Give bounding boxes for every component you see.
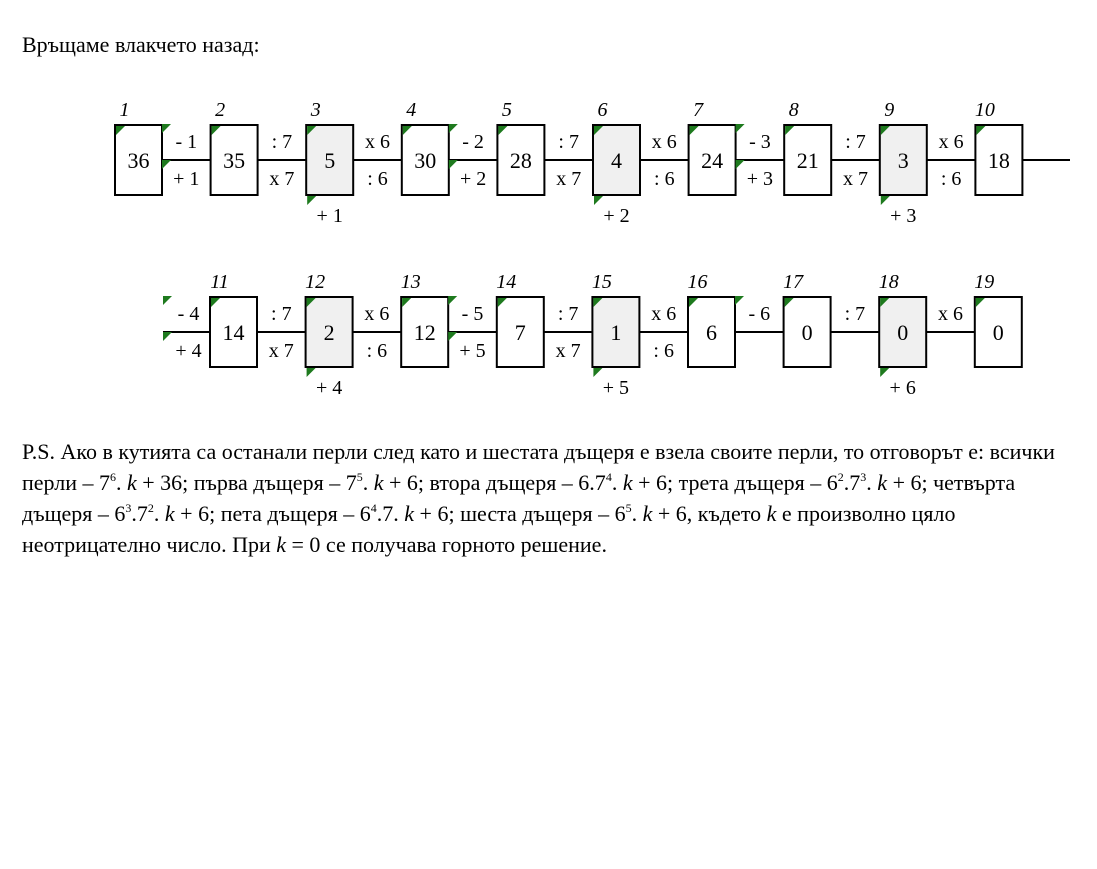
ps-text: = 0 се получава горното решение. — [286, 532, 607, 557]
operation-label: x 6 — [651, 131, 677, 153]
corner-marker — [307, 196, 316, 205]
operation-label: x 7 — [556, 168, 582, 190]
operation-label: + 4 — [175, 340, 202, 362]
wagon-value: 4 — [611, 148, 622, 173]
operation-label: x 6 — [938, 131, 964, 153]
wagon-value: 6 — [706, 320, 717, 345]
wagon-index: 10 — [974, 99, 995, 121]
wagon-value: 1 — [610, 320, 622, 345]
ps-variable-k: k — [642, 501, 653, 526]
wagon-value: 3 — [897, 148, 909, 173]
operation-label: : 6 — [367, 168, 388, 190]
wagon-index: 8 — [788, 99, 799, 121]
corner-marker — [593, 368, 602, 377]
wagon-index: 17 — [783, 271, 804, 293]
operation-label: x 6 — [651, 303, 677, 325]
return-label: + 5 — [602, 377, 630, 399]
operation-label: - 6 — [748, 303, 771, 325]
wagon-index: 14 — [496, 271, 517, 293]
operation-label: x 7 — [555, 340, 581, 362]
operation-label: x 6 — [364, 303, 390, 325]
wagon-value: 0 — [992, 320, 1004, 345]
ps-text: + 6; четвърта дъщеря – 6 — [22, 470, 1016, 526]
ps-variable-k: k — [766, 501, 777, 526]
ps-text: .7 — [131, 501, 148, 526]
ps-text: + 6; трета дъщеря – 6 — [632, 470, 838, 495]
wagon-value: 30 — [414, 148, 437, 173]
ps-paragraph — [22, 436, 1084, 560]
operation-label: - 4 — [177, 303, 200, 325]
operation-label: x 7 — [268, 340, 294, 362]
operation-label: : 7 — [271, 131, 293, 153]
ps-variable-k: k — [276, 532, 287, 557]
ps-text: . — [866, 470, 878, 495]
return-label: + 1 — [316, 205, 343, 227]
ps-variable-k: k — [404, 501, 415, 526]
corner-marker — [880, 368, 889, 377]
ps-text: е произволно цяло неотрицателно число. При — [22, 501, 956, 557]
ps-exponent: 2 — [837, 470, 844, 484]
wagon-index: 5 — [501, 99, 512, 121]
corner-marker — [163, 332, 172, 341]
wagon-value: 18 — [987, 148, 1010, 173]
operation-label: : 7 — [557, 303, 579, 325]
operation-label: - 5 — [461, 303, 484, 325]
operation-label: x 7 — [269, 168, 295, 190]
wagon-index: 3 — [310, 99, 321, 121]
heading: Връщаме влакчето назад: — [22, 32, 260, 57]
wagon-index: 13 — [400, 271, 421, 293]
wagon-value: 35 — [223, 148, 246, 173]
wagon-value: 28 — [509, 148, 532, 173]
corner-marker — [163, 296, 172, 305]
return-label: + 4 — [315, 377, 343, 399]
corner-marker — [735, 296, 744, 305]
ps-variable-k: k — [127, 470, 137, 495]
ps-text: .7. — [376, 501, 405, 526]
ps-exponent: 4 — [370, 501, 377, 515]
ps-text: . — [362, 470, 374, 495]
operation-label: x 6 — [365, 131, 390, 153]
ps-exponent: 4 — [605, 470, 612, 484]
operation-label: : 6 — [654, 168, 675, 190]
wagon-value: 2 — [323, 320, 335, 345]
operation-label: x 7 — [843, 168, 868, 190]
ps-exponent: 6 — [110, 470, 116, 484]
wagon-value: 21 — [796, 148, 819, 173]
wagon-value: 0 — [897, 320, 909, 345]
operation-label: - 3 — [749, 131, 771, 153]
operation-label: : 7 — [845, 131, 866, 153]
ps-exponent: 5 — [356, 470, 363, 484]
operation-label: + 3 — [746, 168, 774, 190]
wagon-index: 15 — [591, 271, 612, 293]
corner-marker — [881, 196, 890, 205]
operation-label: + 2 — [459, 168, 487, 190]
wagon-value: 12 — [413, 320, 436, 345]
corner-marker — [594, 196, 603, 205]
ps-text: . — [611, 470, 623, 495]
corner-marker — [162, 124, 171, 133]
wagon-value: 5 — [324, 148, 336, 173]
ps-text: P.S. Ако в кутията са останали перли след като и шестата дъщеря е взела своите перли, то отговорът е: всички перли – 7 — [22, 439, 1055, 495]
return-label: + 2 — [603, 205, 630, 227]
wagon-value: 14 — [222, 320, 245, 345]
wagon-value: 0 — [801, 320, 813, 345]
ps-text: + 6; втора дъщеря – 6.7 — [383, 470, 606, 495]
ps-exponent: 3 — [125, 501, 132, 515]
corner-marker — [736, 124, 745, 133]
ps-text: + 6, където — [652, 501, 767, 526]
operation-label: : 6 — [653, 340, 674, 362]
wagon-index: 19 — [974, 271, 995, 293]
corner-marker — [449, 124, 458, 133]
ps-text: + 36; първа дъщеря – 7 — [136, 470, 357, 495]
ps-exponent: 5 — [625, 501, 632, 515]
corner-marker — [448, 332, 457, 341]
operation-label: : 6 — [366, 340, 388, 362]
ps-variable-k: k — [877, 470, 888, 495]
operation-label: + 5 — [459, 340, 486, 362]
wagon-value: 36 — [127, 148, 150, 173]
operation-label: - 1 — [175, 131, 198, 153]
ps-text: + 6; шеста дъщеря – 6 — [414, 501, 626, 526]
wagon-index: 6 — [597, 99, 608, 121]
ps-variable-k: k — [373, 470, 384, 495]
wagon-index: 2 — [215, 99, 226, 121]
ps-text: + 6; пета дъщеря – 6 — [174, 501, 371, 526]
operation-label: + 1 — [173, 168, 200, 190]
operation-label: : 7 — [271, 303, 292, 325]
ps-exponent: 2 — [147, 501, 154, 515]
corner-marker — [162, 160, 171, 169]
wagon-value: 7 — [514, 320, 526, 345]
corner-marker — [449, 160, 458, 169]
ps-text: . — [153, 501, 165, 526]
wagon-index: 9 — [884, 99, 895, 121]
operation-label: : 6 — [940, 168, 962, 190]
ps-text: . — [116, 470, 127, 495]
wagon-index: 16 — [687, 271, 708, 293]
wagon-index: 11 — [210, 271, 229, 293]
wagon-index: 1 — [119, 99, 130, 121]
wagon-index: 7 — [693, 99, 704, 121]
operation-label: : 7 — [558, 131, 579, 153]
corner-marker — [736, 160, 745, 169]
ps-text: .7 — [843, 470, 861, 495]
operation-label: x 6 — [938, 303, 963, 325]
ps-variable-k: k — [622, 470, 633, 495]
return-label: + 6 — [889, 377, 916, 399]
wagon-index: 4 — [406, 99, 417, 121]
ps-variable-k: k — [164, 501, 175, 526]
wagon-index: 18 — [878, 271, 899, 293]
operation-label: - 2 — [462, 131, 484, 153]
ps-exponent: 3 — [860, 470, 867, 484]
train-diagram — [0, 0, 1097, 420]
return-label: + 3 — [890, 205, 917, 227]
ps-text: . — [631, 501, 643, 526]
corner-marker — [448, 296, 457, 305]
operation-label: : 7 — [844, 303, 866, 325]
corner-marker — [307, 368, 316, 377]
wagon-index: 12 — [305, 271, 326, 293]
wagon-value: 24 — [701, 148, 724, 173]
